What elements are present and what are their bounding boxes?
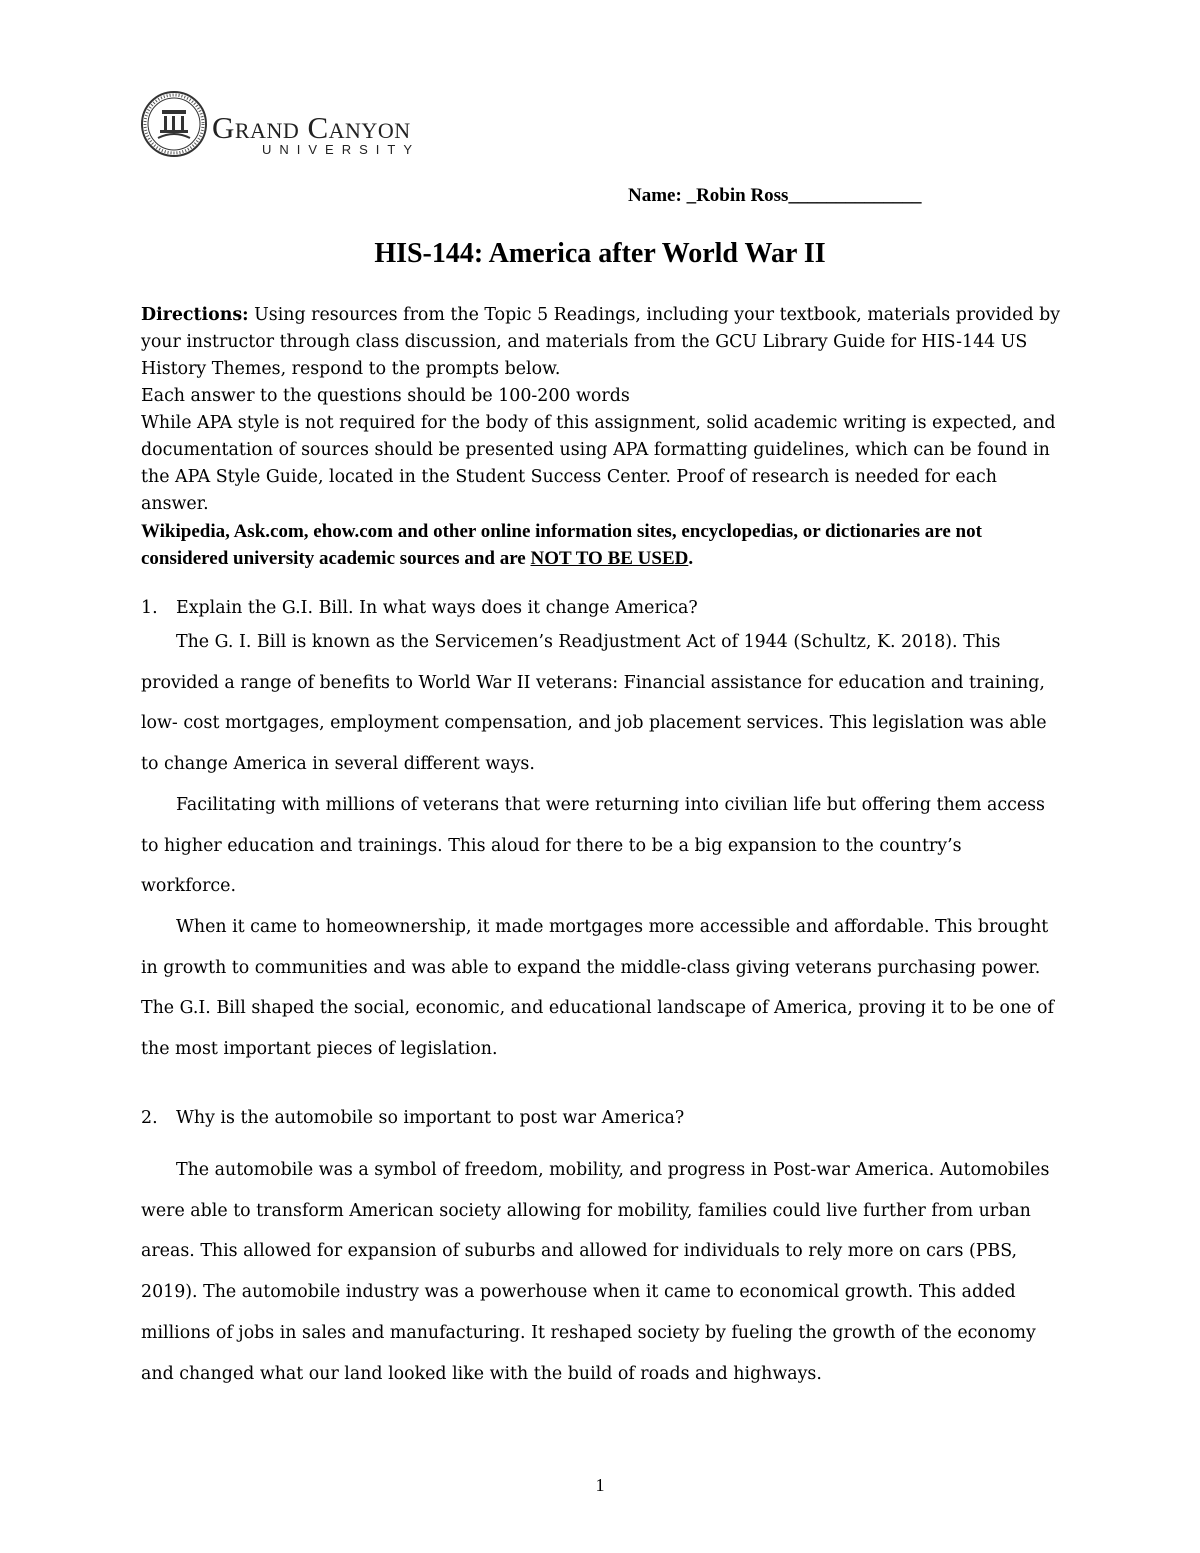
logo-subtitle: UNIVERSITY [262, 142, 421, 157]
not-to-be-used: NOT TO BE USED [530, 548, 689, 569]
question-2-prompt [141, 1108, 1061, 1128]
word-count-note: Each answer to the questions should be 100-200 words [141, 386, 630, 406]
university-logo [140, 90, 460, 160]
question-text: Why is the automobile so important to post war America? [176, 1108, 685, 1128]
name-label: Name: [628, 185, 682, 206]
question-number: 1. [141, 598, 158, 618]
directions-label: Directions: [141, 305, 249, 325]
question-1-prompt [141, 598, 1061, 618]
answer-paragraph: Facilitating with millions of veterans that were returning into civilian life but offering them access to higher education and trainings. This aloud for there to be a big expansion to the country’s workforce. [141, 794, 1045, 897]
logo-wordmark: Grand Canyon [212, 110, 411, 145]
answer-paragraph: When it came to homeownership, it made mortgages more accessible and affordable. This brought in growth to communities and was able to expand the middle-class giving veterans purchasing power. The G.I. Bill shaped the social, economic, and educational landscape of America, proving it to be one of the most important pieces of legislation. [141, 916, 1054, 1060]
question-text: Explain the G.I. Bill. In what ways does it change America? [176, 598, 698, 618]
university-seal-icon [140, 90, 208, 158]
student-name-line [628, 185, 921, 207]
page-title: HIS-144: America after World War II [374, 238, 826, 269]
question-1-answer [141, 622, 1061, 1070]
answer-paragraph: The automobile was a symbol of freedom, mobility, and progress in Post-war America. Automobiles were able to transform American society allowing for mobility, families could live further from urban areas. This allowed for expansion of suburbs and allowed for individuals to rely more on cars (PBS, 2019). The automobile industry was a powerhouse when it came to economical growth. This added millions of jobs in sales and manufacturing. It reshaped society by fueling the growth of the economy and changed what our land looked like with the build of roads and highways. [141, 1160, 1050, 1384]
directions-block [141, 302, 1061, 572]
directions-text: Using resources from the Topic 5 Readings, including your textbook, materials provided by your instructor through class discussion, and materials from the GCU Library Guide for HIS-144 US History Themes, respond to the prompts below. [141, 305, 1061, 379]
sources-warning: Wikipedia, Ask.com, ehow.com and other online information sites, encyclopedias, or dictionaries are not considered university academic sources and are NOT TO BE USED. [141, 521, 982, 569]
question-number: 2. [141, 1108, 158, 1128]
name-value: _Robin Ross______________ [686, 185, 922, 206]
answer-paragraph: The G. I. Bill is known as the Servicemen’s Readjustment Act of 1944 (Schultz, K. 2018). This provided a range of benefits to World War II veterans: Financial assistance for education and training, low- cost mortgages, employment compensation, and job placement services. This legislation was able to change America in several different ways. [141, 632, 1047, 775]
page-number: 1 [595, 1475, 605, 1495]
question-2-answer [141, 1150, 1061, 1394]
apa-note: While APA style is not required for the body of this assignment, solid academic writing is expected, and documentation of sources should be presented using APA formatting guidelines, which can be found in the APA Style Guide, located in the Student Success Center. Proof of research is needed for each answer. [141, 413, 1056, 514]
